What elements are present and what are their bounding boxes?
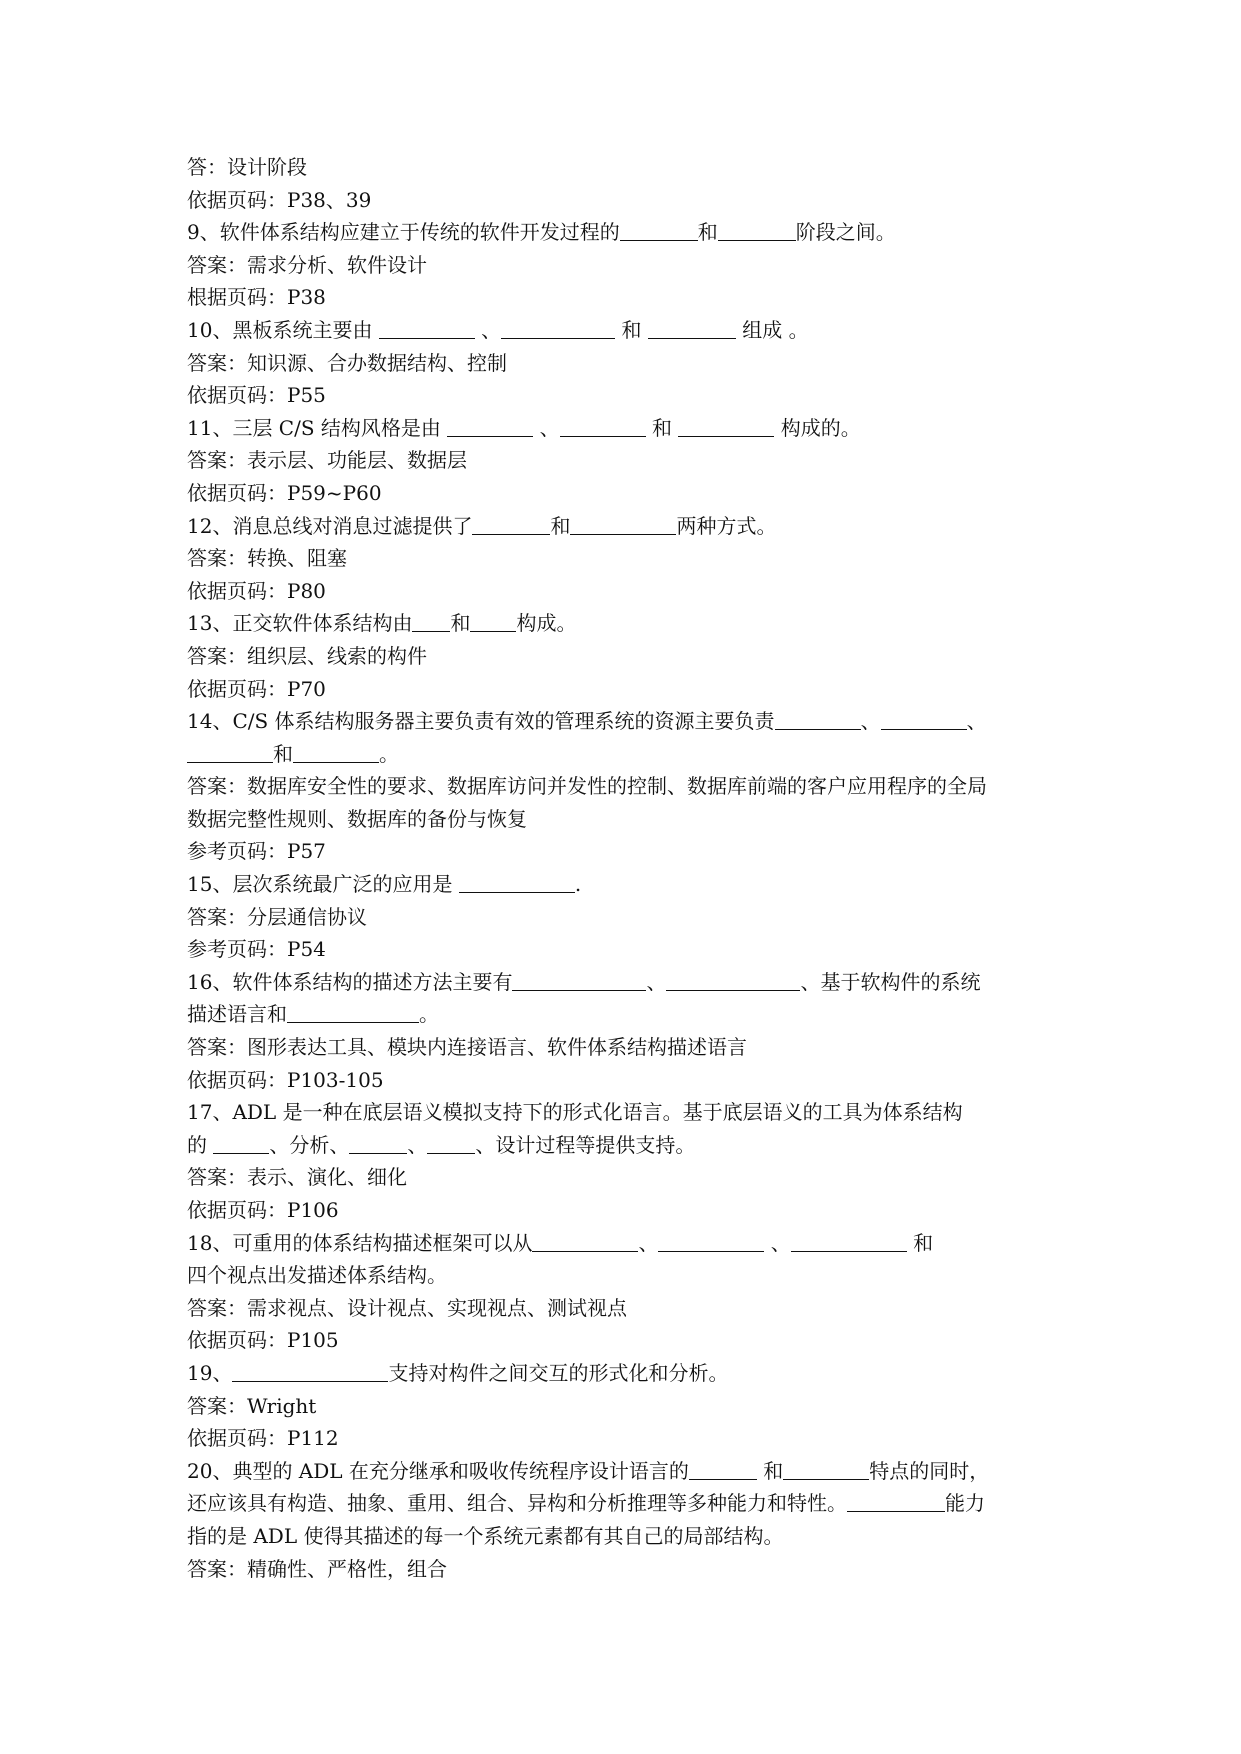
page-reference-line (187, 575, 1067, 608)
fill-blank (293, 742, 379, 763)
answer-line (187, 770, 1067, 803)
page-reference-line (187, 673, 1067, 706)
fill-blank (718, 220, 796, 241)
text: 构成。 (516, 611, 577, 636)
fill-blank (620, 220, 698, 241)
answer-line (187, 542, 1067, 575)
text: 能力 (945, 1491, 985, 1516)
text: 13、正交软件体系结构由 (187, 611, 413, 636)
answer-line (187, 1390, 1067, 1423)
text: 、 (966, 709, 987, 734)
text: 描述语言和 (187, 1002, 287, 1027)
text: 根据页码：P38 (187, 285, 326, 310)
text: 答案：知识源、合办数据结构、控制 (187, 350, 507, 375)
text: 依据页码：P105 (187, 1328, 339, 1353)
question-18 (187, 1227, 1067, 1260)
text: 两种方式。 (676, 513, 777, 538)
fill-blank (232, 1361, 388, 1382)
text: 和 (615, 317, 648, 342)
text: 、 (638, 1230, 659, 1255)
text: 答案：图形表达工具、模块内连接语言、软件体系结构描述语言 (187, 1035, 747, 1060)
text: 、 (533, 415, 560, 440)
page-reference-line (187, 379, 1067, 412)
fill-blank (689, 1459, 757, 1480)
text: 依据页码：P80 (187, 578, 326, 603)
fill-blank (472, 514, 550, 535)
text: 答案：需求视点、设计视点、实现视点、测试视点 (187, 1295, 627, 1320)
fill-blank (791, 1231, 907, 1252)
fill-blank (512, 970, 646, 991)
text: 支持对构件之间交互的形式化和分析。 (388, 1360, 729, 1385)
fill-blank (648, 318, 736, 339)
text: 、 (474, 317, 502, 342)
page-reference-line (187, 281, 1067, 314)
text: 依据页码：P106 (187, 1198, 339, 1222)
answer-line (187, 249, 1067, 282)
fill-blank (881, 709, 967, 730)
text: 和 (273, 741, 293, 766)
question-16 (187, 966, 1067, 999)
text: 构成的。 (774, 415, 861, 440)
text: 组成 。 (735, 317, 809, 342)
answer-line (187, 1161, 1067, 1194)
fill-blank (775, 709, 861, 730)
fill-blank (349, 1133, 407, 1154)
question-19 (187, 1357, 1067, 1390)
answer-line (187, 1031, 1067, 1064)
text: 。 (379, 741, 399, 766)
fill-blank (287, 1002, 419, 1023)
answer-line (187, 1553, 1067, 1586)
answer-line (187, 1292, 1067, 1325)
question-9 (187, 216, 1067, 249)
text: 特点的同时， (869, 1458, 990, 1483)
text: 四个视点出发描述体系结构。 (187, 1263, 447, 1288)
text: 答案：转换、阻塞 (187, 546, 347, 571)
text: 和 (645, 415, 679, 440)
text: 答案：Wright (187, 1393, 317, 1418)
question-14 (187, 705, 1067, 738)
page-reference-line (187, 1194, 1067, 1227)
text: 依据页码：P59~P60 (187, 480, 382, 505)
text: 、 (764, 1230, 791, 1255)
fill-blank (560, 416, 646, 437)
page-reference-line (187, 184, 1067, 217)
question-18-continued (187, 1259, 1067, 1292)
text: 14、C/S 体系结构服务器主要负责有效的管理系统的资源主要负责 (187, 709, 775, 734)
text: . (574, 872, 582, 897)
text: 答：设计阶段 (187, 155, 307, 179)
fill-blank (847, 1491, 945, 1512)
text: 和 (550, 513, 571, 538)
text: 答案：精确性、严格性，组合 (187, 1556, 447, 1581)
page-reference-line (187, 1064, 1067, 1097)
text: 、 (407, 1132, 428, 1157)
fill-blank (187, 742, 273, 763)
document-page (187, 151, 1067, 1585)
answer-line (187, 444, 1067, 477)
text: 阶段之间。 (795, 220, 896, 245)
text: 15、层次系统最广泛的应用是 (187, 872, 459, 897)
text: 、分析、 (269, 1132, 350, 1157)
text: 答案：表示层、功能层、数据层 (187, 448, 467, 473)
fill-blank (447, 416, 533, 437)
fill-blank (570, 514, 676, 535)
text: 的 (187, 1132, 214, 1157)
question-20-continued (187, 1487, 1067, 1520)
text: 19、 (187, 1360, 233, 1385)
text: 和 (756, 1458, 784, 1483)
text: 、 (646, 969, 667, 994)
text: 答案：表示、演化、细化 (187, 1165, 407, 1190)
answer-line (187, 151, 1067, 184)
question-17-continued (187, 1129, 1067, 1162)
answer-line (187, 640, 1067, 673)
text: 18、可重用的体系结构描述框架可以从 (187, 1230, 533, 1255)
text: 答案：组织层、线索的构件 (187, 643, 427, 668)
page-reference-line (187, 835, 1067, 868)
text: 和 (697, 220, 718, 245)
text: 20、典型的 ADL 在充分继承和吸收传统程序设计语言的 (187, 1458, 689, 1483)
text: 17、ADL 是一种在底层语义模拟支持下的形式化语言。基于底层语义的工具为体系结构 (187, 1100, 963, 1125)
text: 参考页码：P57 (187, 839, 326, 864)
question-13 (187, 607, 1067, 640)
page-reference-line (187, 477, 1067, 510)
page-reference-line (187, 1324, 1067, 1357)
text: 、 (860, 709, 881, 734)
text: 9、软件体系结构应建立于传统的软件开发过程的 (187, 220, 620, 245)
text: 依据页码：P38、39 (187, 187, 372, 212)
question-20-continued (187, 1520, 1067, 1553)
question-20 (187, 1455, 1067, 1488)
fill-blank (379, 318, 475, 339)
text: 10、黑板系统主要由 (187, 317, 379, 342)
text: 参考页码：P54 (187, 937, 326, 962)
fill-blank (658, 1231, 764, 1252)
question-15 (187, 868, 1067, 901)
page-reference-line (187, 933, 1067, 966)
text: 依据页码：P70 (187, 676, 326, 701)
text: 16、软件体系结构的描述方法主要有 (187, 969, 513, 994)
question-11 (187, 412, 1067, 445)
fill-blank (501, 318, 615, 339)
text: 依据页码：P112 (187, 1426, 339, 1451)
fill-blank (470, 611, 516, 632)
text: 。 (419, 1002, 439, 1027)
text: 答案：数据库安全性的要求、数据库访问并发性的控制、数据库前端的客户应用程序的全局 (187, 774, 987, 799)
text: 、基于软构件的系统 (800, 969, 981, 994)
fill-blank (213, 1133, 269, 1154)
question-16-continued (187, 998, 1067, 1031)
text: 指的是 ADL 使得其描述的每一个系统元素都有其自己的局部结构。 (187, 1523, 784, 1548)
text: 12、消息总线对消息过滤提供了 (187, 513, 473, 538)
text: 11、三层 C/S 结构风格是由 (187, 415, 448, 440)
text: 答案：需求分析、软件设计 (187, 252, 427, 277)
fill-blank (427, 1133, 475, 1154)
question-14-continued (187, 738, 1067, 771)
text: 、设计过程等提供支持。 (475, 1132, 696, 1157)
fill-blank (532, 1231, 638, 1252)
text: 和 (906, 1230, 934, 1255)
fill-blank (666, 970, 800, 991)
answer-line (187, 901, 1067, 934)
text: 还应该具有构造、抽象、重用、组合、异构和分析推理等多种能力和特性。 (187, 1491, 847, 1516)
answer-line-continued (187, 803, 1067, 836)
text: 和 (450, 611, 471, 636)
fill-blank (678, 416, 774, 437)
question-17 (187, 1096, 1067, 1129)
page-reference-line (187, 1422, 1067, 1455)
fill-blank (783, 1459, 869, 1480)
fill-blank (459, 872, 575, 893)
text: 依据页码：P55 (187, 383, 326, 408)
question-10 (187, 314, 1067, 347)
question-12 (187, 510, 1067, 543)
text: 数据完整性规则、数据库的备份与恢复 (187, 806, 527, 831)
text: 依据页码：P103-105 (187, 1067, 384, 1092)
fill-blank (412, 611, 450, 632)
answer-line (187, 347, 1067, 380)
text: 答案：分层通信协议 (187, 904, 367, 929)
